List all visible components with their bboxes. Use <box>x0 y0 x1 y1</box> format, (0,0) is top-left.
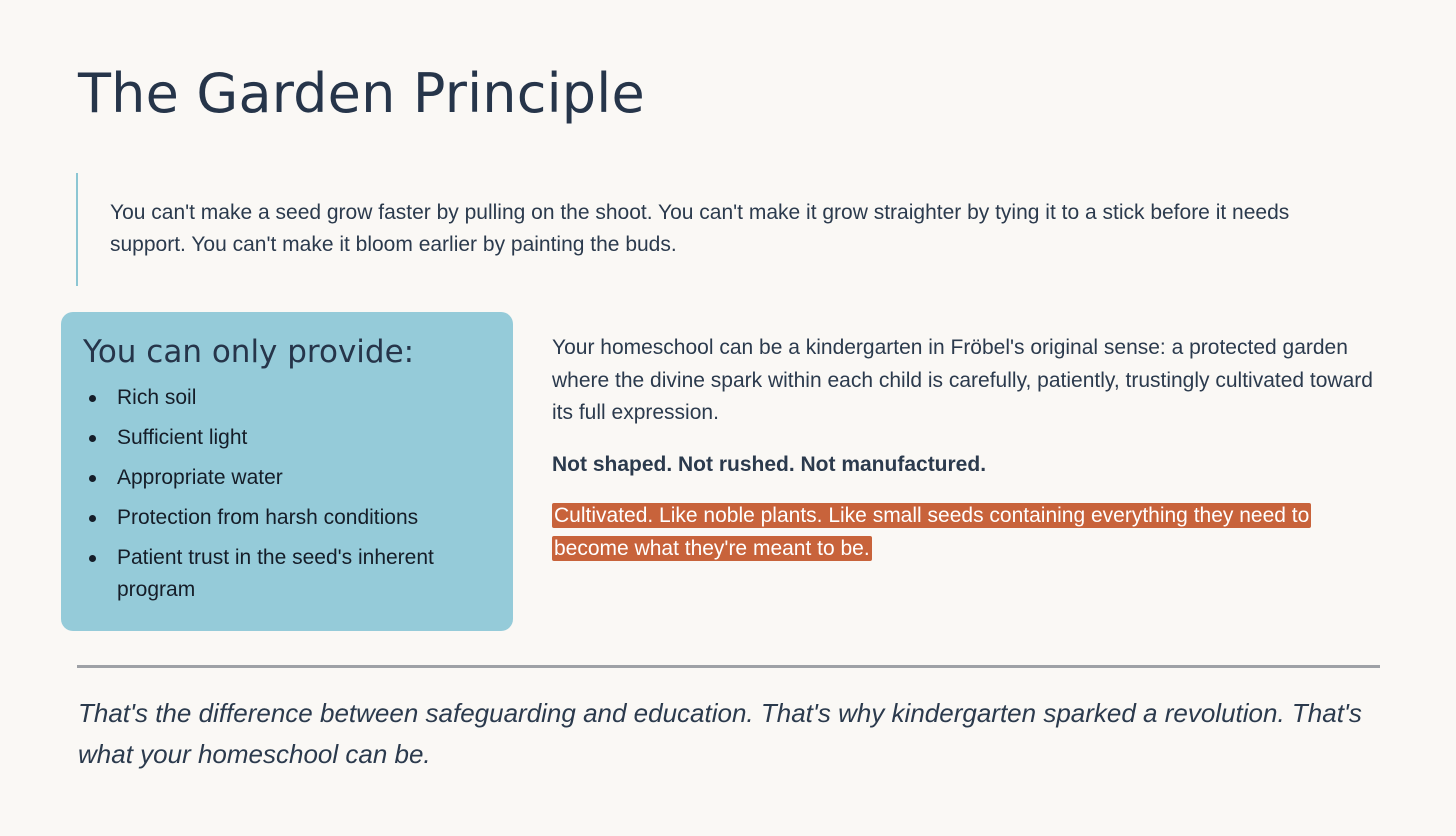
bullet-icon <box>89 435 96 442</box>
emphasis-line: Not shaped. Not rushed. Not manufactured. <box>552 452 987 476</box>
highlighted-text: Cultivated. Like noble plants. Like small seeds containing everything they need to become what they're meant to be. <box>554 504 1310 560</box>
list-item-label: Rich soil <box>117 386 197 409</box>
list-item <box>117 462 489 494</box>
provide-card-heading: You can only provide: <box>83 334 415 370</box>
list-item-label: Patient trust in the seed's inherent program <box>117 546 434 601</box>
main-text-column <box>552 332 1392 565</box>
provide-card <box>61 312 513 631</box>
highlight-paragraph <box>552 500 1352 565</box>
list-item-label: Appropriate water <box>117 466 283 489</box>
pull-quote <box>76 173 1366 286</box>
pull-quote-text: You can't make a seed grow faster by pulling on the shoot. You can't make it grow straighter by tying it to a stick before it needs support. You can't make it bloom earlier by painting the buds. <box>110 201 1290 256</box>
intro-paragraph: Your homeschool can be a kindergarten in Fröbel's original sense: a protected garden where the divine spark within each child is carefully, patiently, trustingly cultivated toward its full expression. <box>552 336 1373 424</box>
list-item <box>117 542 489 606</box>
bullet-icon <box>89 555 96 562</box>
bullet-icon <box>89 475 96 482</box>
bullet-icon <box>89 395 96 402</box>
list-item <box>117 502 489 534</box>
list-item <box>117 382 489 414</box>
section-divider <box>77 665 1380 668</box>
bullet-icon <box>89 515 96 522</box>
list-item-label: Protection from harsh conditions <box>117 506 419 529</box>
list-item-label: Sufficient light <box>117 426 248 449</box>
closing-statement: That's the difference between safeguarding and education. That's why kindergarten sparked a revolution. That's what your homeschool can be. <box>78 698 1362 769</box>
provide-list <box>83 382 489 606</box>
list-item <box>117 422 489 454</box>
page-title: The Garden Principle <box>78 62 645 125</box>
